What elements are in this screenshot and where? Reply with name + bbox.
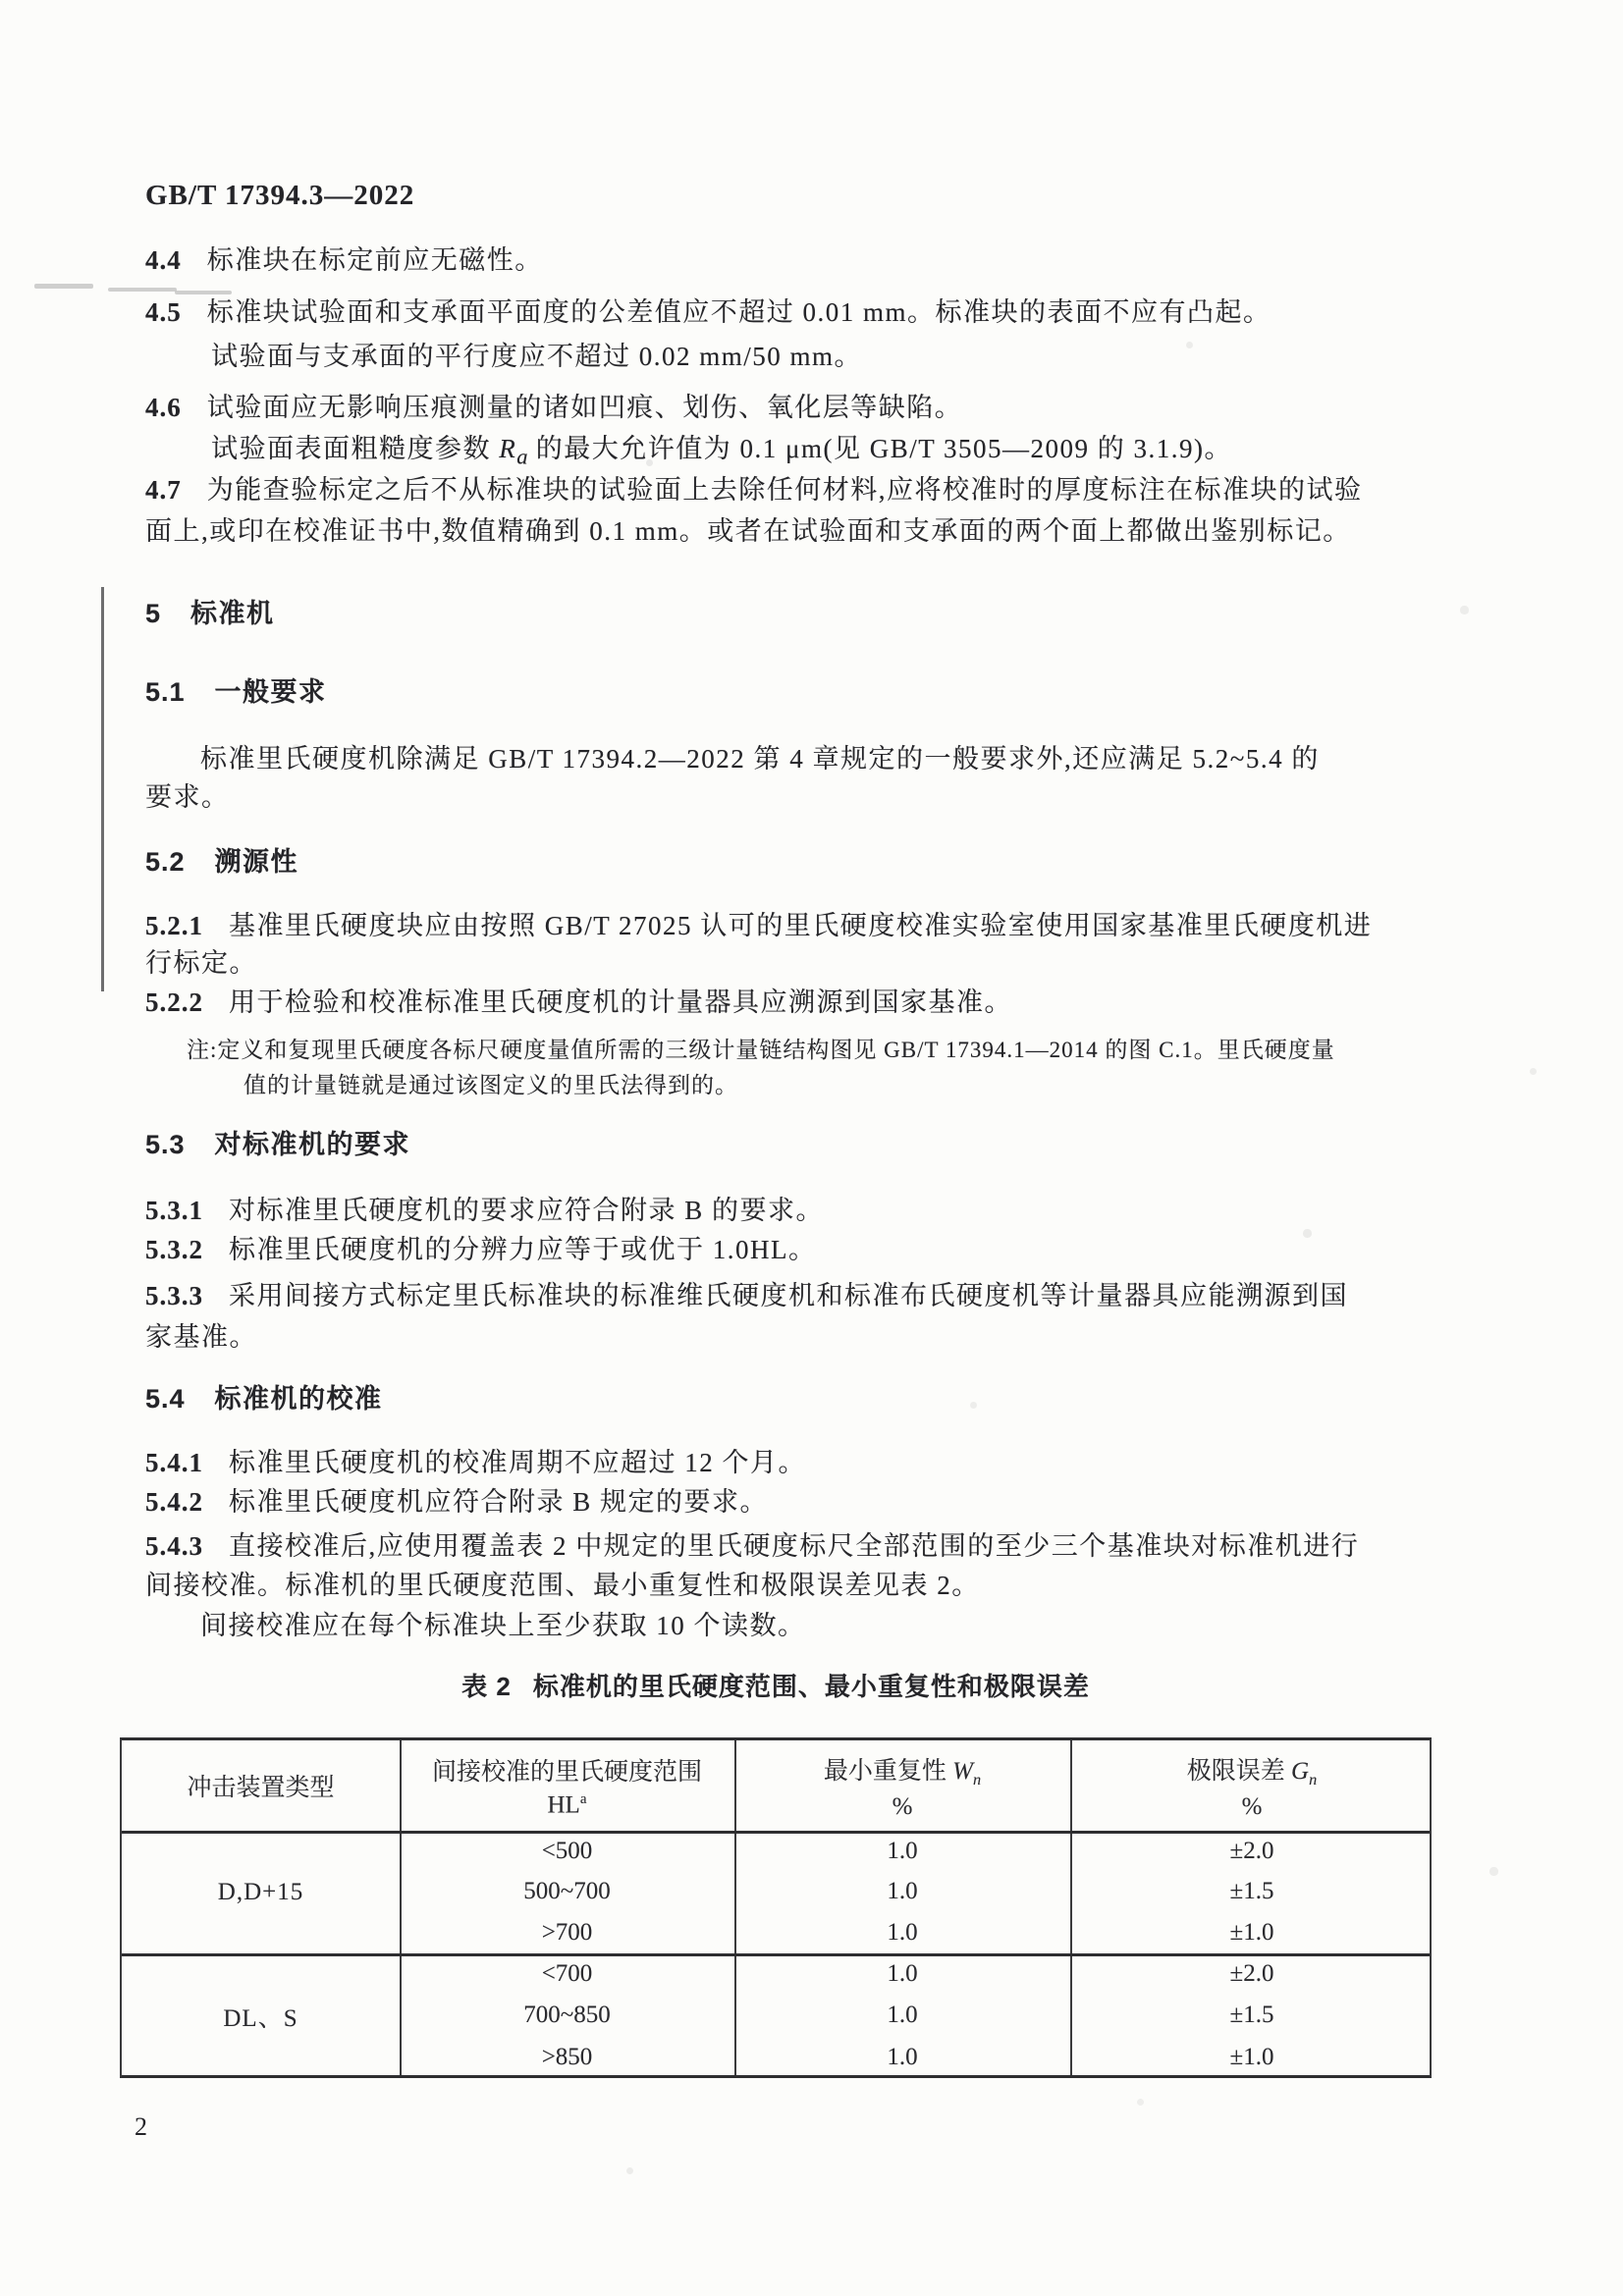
heading-number: 5 bbox=[145, 599, 162, 628]
scan-artifact-dash bbox=[108, 288, 177, 292]
para-5-1-continued bbox=[145, 778, 230, 816]
para-text: 要求。 bbox=[145, 782, 230, 812]
clause-text: 标准里氏硬度机的分辨力应等于或优于 1.0HL。 bbox=[229, 1235, 817, 1264]
heading-5-1 bbox=[145, 673, 327, 711]
revision-change-bar bbox=[101, 587, 104, 991]
clause-number: 5.2.1 bbox=[145, 911, 203, 940]
header-unit bbox=[400, 1791, 734, 1819]
clause-number: 5.3.1 bbox=[145, 1196, 203, 1225]
repeatability-value: 1.0 bbox=[887, 1960, 918, 1988]
note-line-2 bbox=[243, 1067, 738, 1104]
device-type: DL、S bbox=[223, 2004, 298, 2032]
header-text bbox=[1070, 1751, 1434, 1789]
heading-text: 标准机的校准 bbox=[214, 1384, 383, 1414]
heading-5-4 bbox=[145, 1380, 383, 1417]
clause-text: 标准块在标定前应无磁性。 bbox=[206, 245, 543, 275]
clause-text: 家基准。 bbox=[145, 1322, 257, 1352]
error-cells-group-2 bbox=[1070, 1953, 1434, 2078]
heading-number: 5.3 bbox=[145, 1130, 186, 1159]
clause-4-5 bbox=[145, 294, 1271, 331]
table-2-caption bbox=[120, 1667, 1432, 1703]
clause-number: 4.7 bbox=[145, 475, 182, 505]
para-text: 标准里氏硬度机除满足 GB/T 17394.2—2022 第 4 章规定的一般要求外,还应满足 5.2~5.4 的 bbox=[200, 744, 1320, 774]
header-unit: % bbox=[1241, 1792, 1263, 1820]
clause-5-4-2 bbox=[145, 1483, 768, 1521]
header-label: 最小重复性 bbox=[823, 1757, 953, 1785]
clause-5-4-3 bbox=[145, 1527, 1359, 1565]
scan-artifact-dash bbox=[34, 284, 93, 289]
heading-5 bbox=[145, 595, 275, 632]
clause-text: 间接校准应在每个标准块上至少获取 10 个读数。 bbox=[200, 1611, 806, 1640]
unit-hl: HL bbox=[547, 1791, 580, 1819]
heading-5-2 bbox=[145, 843, 298, 881]
heading-5-3 bbox=[145, 1126, 410, 1163]
repeatability-value: 1.0 bbox=[887, 2043, 918, 2070]
clause-text: 试验面应无影响压痕测量的诸如凹痕、划伤、氧化层等缺陷。 bbox=[206, 393, 963, 422]
table-caption-label: 表 2 bbox=[461, 1672, 512, 1701]
clause-text: 采用间接方式标定里氏标准块的标准维氏硬度机和标准布氏硬度机等计量器具应能溯源到国 bbox=[229, 1281, 1348, 1310]
range-value: 500~700 bbox=[523, 1878, 611, 1905]
clause-text: 标准块试验面和支承面平面度的公差值应不超过 0.01 mm。标准块的表面不应有凸起。 bbox=[206, 297, 1271, 327]
repeatability-value: 1.0 bbox=[887, 2002, 918, 2029]
symbol-W: W bbox=[952, 1757, 973, 1785]
para-5-1 bbox=[200, 740, 1320, 777]
clause-text: 标准里氏硬度机应符合附录 B 规定的要求。 bbox=[229, 1487, 769, 1517]
table-header-min-repeatability bbox=[734, 1740, 1070, 1831]
clause-text: 基准里氏硬度块应由按照 GB/T 27025 认可的里氏硬度校准实验室使用国家基准里氏硬度机进 bbox=[229, 911, 1373, 940]
clause-text: 的最大允许值为 0.1 μm(见 GB/T 3505—2009 的 3.1.9)。 bbox=[527, 434, 1232, 463]
clause-number: 5.2.2 bbox=[145, 988, 203, 1017]
range-value: 700~850 bbox=[523, 2002, 611, 2029]
repeatability-value: 1.0 bbox=[887, 1837, 918, 1864]
scan-noise bbox=[0, 0, 3, 3]
clause-text: 对标准里氏硬度机的要求应符合附录 B 的要求。 bbox=[229, 1196, 825, 1225]
error-value: ±1.5 bbox=[1229, 2002, 1274, 2029]
range-cells-group-1 bbox=[400, 1831, 734, 1953]
doc-number-header: GB/T 17394.3—2022 bbox=[145, 180, 415, 211]
clause-text: 面上,或印在校准证书中,数值精确到 0.1 mm。或者在试验面和支承面的两个面上都做出鉴别标记。 bbox=[145, 516, 1351, 546]
symbol-W-sub: n bbox=[972, 1770, 982, 1789]
error-value: ±1.0 bbox=[1229, 2043, 1274, 2070]
clause-text: 行标定。 bbox=[145, 948, 257, 978]
clause-text: 间接校准。标准机的里氏硬度范围、最小重复性和极限误差见表 2。 bbox=[145, 1571, 980, 1600]
clause-5-4-1 bbox=[145, 1444, 806, 1481]
page-number: 2 bbox=[135, 2112, 147, 2141]
header-text: 间接校准的里氏硬度范围 bbox=[431, 1758, 702, 1786]
error-value: ±1.5 bbox=[1229, 1878, 1274, 1905]
clause-5-2-2 bbox=[145, 984, 1012, 1021]
clause-text: 试验面表面粗糙度参数 bbox=[211, 434, 500, 463]
symbol-G: G bbox=[1291, 1757, 1310, 1785]
repeatability-value: 1.0 bbox=[887, 1878, 918, 1905]
repeatability-cells-group-2 bbox=[734, 1953, 1070, 2078]
clause-5-3-1 bbox=[145, 1192, 824, 1229]
clause-number: 4.6 bbox=[145, 393, 182, 422]
heading-text: 对标准机的要求 bbox=[214, 1130, 411, 1159]
clause-4-6 bbox=[145, 389, 962, 426]
range-cells-group-2 bbox=[400, 1953, 734, 2078]
clause-4-7 bbox=[145, 471, 1363, 508]
clause-5-2-1 bbox=[145, 907, 1372, 944]
table-header-device-type bbox=[122, 1740, 400, 1831]
clause-number: 5.4.2 bbox=[145, 1487, 203, 1517]
clause-text: 直接校准后,应使用覆盖表 2 中规定的里氏硬度标尺全部范围的至少三个基准块对标准机进行 bbox=[229, 1531, 1360, 1561]
clause-number: 5.3.3 bbox=[145, 1281, 203, 1310]
repeatability-cells-group-1 bbox=[734, 1831, 1070, 1953]
range-value: >700 bbox=[541, 1919, 593, 1947]
clause-text: 为能查验标定之后不从标准块的试验面上去除任何材料,应将校准时的厚度标注在标准块的试验 bbox=[206, 475, 1363, 505]
table-caption-text: 标准机的里氏硬度范围、最小重复性和极限误差 bbox=[532, 1672, 1090, 1701]
heading-number: 5.2 bbox=[145, 847, 186, 877]
clause-4-6-continued bbox=[211, 430, 1232, 475]
error-cells-group-1 bbox=[1070, 1831, 1434, 1953]
heading-number: 5.1 bbox=[145, 677, 186, 707]
clause-text: 试验面与支承面的平行度应不超过 0.02 mm/50 mm。 bbox=[211, 342, 863, 371]
error-value: ±1.0 bbox=[1229, 1919, 1274, 1947]
repeatability-value: 1.0 bbox=[887, 1919, 918, 1947]
table-header-hardness-range bbox=[400, 1740, 734, 1831]
clause-5-3-3 bbox=[145, 1277, 1348, 1314]
range-value: <500 bbox=[541, 1837, 593, 1864]
table-2 bbox=[120, 1737, 1432, 2078]
clause-5-3-3-continued bbox=[145, 1318, 257, 1356]
footnote-marker: a bbox=[579, 1790, 587, 1807]
range-value: <700 bbox=[541, 1960, 593, 1988]
note-text: 定义和复现里氏硬度各标尺硬度量值所需的三级计量链结构图见 GB/T 17394.1—2014 的图 C.1。里氏硬度量 bbox=[217, 1038, 1335, 1062]
symbol-Ra: R bbox=[499, 434, 517, 463]
device-type-cell bbox=[122, 1831, 400, 1953]
clause-5-3-2 bbox=[145, 1231, 817, 1268]
clause-4-7-continued bbox=[145, 512, 1351, 550]
error-value: ±2.0 bbox=[1229, 1960, 1274, 1988]
heading-text: 标准机 bbox=[190, 599, 275, 628]
symbol-Ra-sub: a bbox=[516, 444, 528, 469]
clause-number: 4.4 bbox=[145, 245, 182, 275]
note-text: 值的计量链就是通过该图定义的里氏法得到的。 bbox=[243, 1073, 738, 1097]
note-line-1 bbox=[187, 1032, 1335, 1069]
clause-number: 4.5 bbox=[145, 297, 182, 327]
range-value: >850 bbox=[541, 2043, 593, 2070]
heading-text: 一般要求 bbox=[214, 677, 327, 707]
heading-number: 5.4 bbox=[145, 1384, 186, 1414]
table-header-limit-error bbox=[1070, 1740, 1434, 1831]
symbol-G-sub: n bbox=[1309, 1770, 1318, 1789]
clause-text: 标准里氏硬度机的校准周期不应超过 12 个月。 bbox=[229, 1448, 806, 1477]
note-label: 注: bbox=[187, 1038, 218, 1062]
header-text: 冲击装置类型 bbox=[187, 1775, 335, 1801]
clause-5-4-3-continued bbox=[145, 1567, 980, 1604]
header-text bbox=[734, 1751, 1070, 1789]
clause-text: 用于检验和校准标准里氏硬度机的计量器具应溯源到国家基准。 bbox=[229, 988, 1012, 1017]
clause-number: 5.3.2 bbox=[145, 1235, 203, 1264]
clause-5-2-1-continued bbox=[145, 944, 257, 982]
heading-text: 溯源性 bbox=[214, 847, 299, 877]
device-type-cell bbox=[122, 1953, 400, 2078]
clause-4-5-continued bbox=[211, 338, 862, 375]
device-type: D,D+15 bbox=[217, 1878, 304, 1905]
clause-number: 5.4.3 bbox=[145, 1531, 203, 1561]
clause-number: 5.4.1 bbox=[145, 1448, 203, 1477]
header-label: 极限误差 bbox=[1186, 1757, 1292, 1785]
clause-5-4-3-para-2 bbox=[200, 1607, 806, 1644]
error-value: ±2.0 bbox=[1229, 1837, 1274, 1864]
clause-4-4 bbox=[145, 241, 543, 279]
header-unit: % bbox=[892, 1792, 913, 1820]
